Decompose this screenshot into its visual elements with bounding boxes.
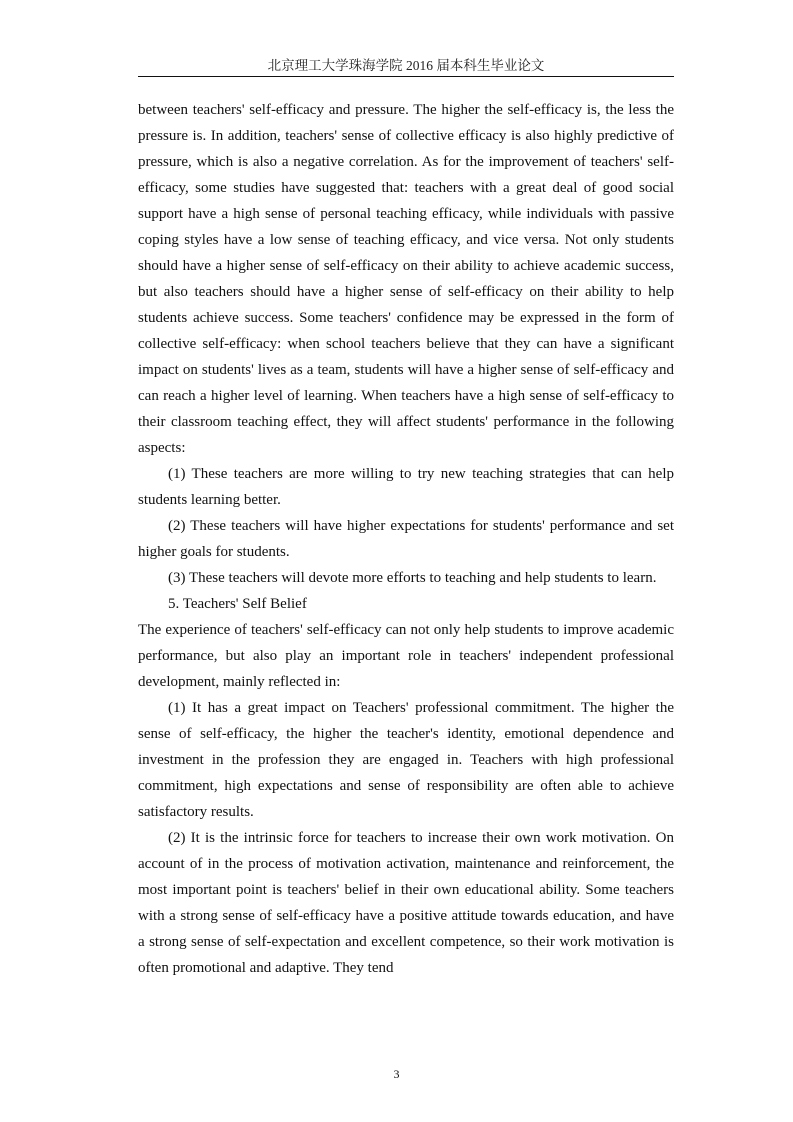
body-paragraph: The experience of teachers' self-efficacy can not only help students to improve academic performance, but also play an important role in teachers' independent professional development, mainly reflected in: (138, 622, 674, 690)
list-item: (3) These teachers will devote more efforts to teaching and help students to learn. (168, 570, 657, 586)
list-item: (1) It has a great impact on Teachers' professional commitment. The higher the sense of self-efficacy, the higher the teacher's identity, emotional dependence and investment in the profession they are engaged in. Teachers with high professional commitment, high expectations and sense of responsibility are often able to achieve satisfactory results. (138, 700, 674, 820)
page-body (138, 97, 674, 981)
page-number: 3 (393, 1067, 400, 1081)
section-heading: 5. Teachers' Self Belief (168, 596, 307, 612)
list-item: (1) These teachers are more willing to try new teaching strategies that can help students learning better. (138, 466, 674, 508)
body-paragraph: between teachers' self-efficacy and pressure. The higher the self-efficacy is, the less the pressure is. In addition, teachers' sense of collective efficacy is also highly predictive of pressure, which is also a negative correlation. As for the improvement of teachers' self-efficacy, some studies have suggested that: teachers with a great deal of good social support have a high sense of personal teaching efficacy, while individuals with passive coping styles have a low sense of teaching efficacy, and vice versa. Not only students should have a higher sense of self-efficacy on their ability to achieve academic success, but also teachers should have a higher sense of self-efficacy on their ability to help students achieve success. Some teachers' confidence may be expressed in the form of collective self-efficacy: when school teachers believe that they can have a significant impact on students' lives as a team, students will have a higher sense of self-efficacy and can reach a higher level of learning. When teachers have a high sense of self-efficacy to their classroom teaching effect, they will affect students' performance in the following aspects: (138, 102, 674, 456)
page-header: 北京理工大学珠海学院 2016 届本科生毕业论文 (267, 58, 545, 73)
header-rule (138, 76, 674, 77)
list-item: (2) It is the intrinsic force for teachers to increase their own work motivation. On account of in the process of motivation activation, maintenance and reinforcement, the most important point is teachers' belief in their own educational ability. Some teachers with a strong sense of self-efficacy have a positive attitude towards education, and have a strong sense of self-expectation and excellent competence, so their work motivation is often promotional and adaptive. They tend (138, 830, 674, 976)
list-item: (2) These teachers will have higher expectations for students' performance and set higher goals for students. (138, 518, 674, 560)
